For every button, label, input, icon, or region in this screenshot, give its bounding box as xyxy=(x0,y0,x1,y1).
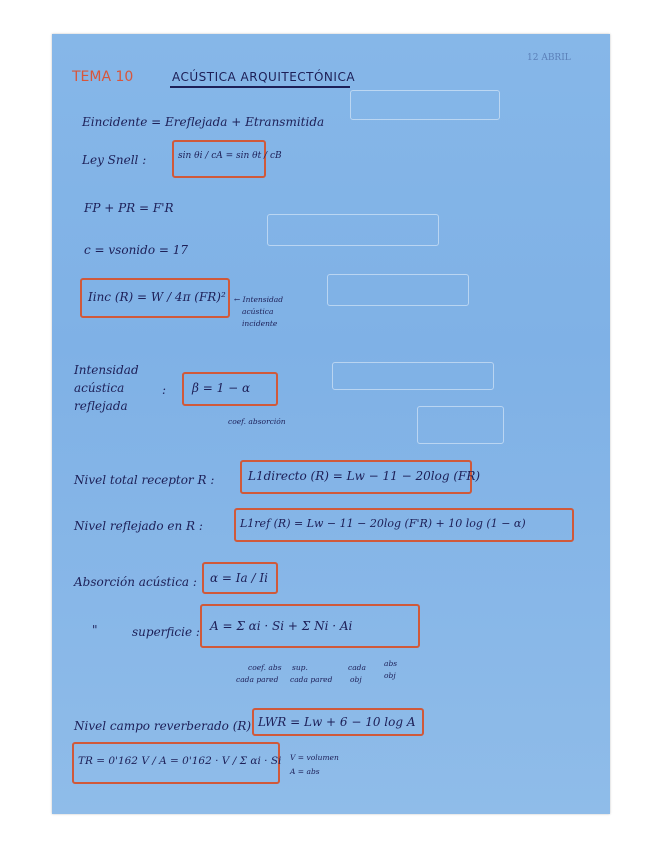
surface-note-8: obj xyxy=(384,671,396,680)
corner-date: 12 ABRIL xyxy=(527,53,571,63)
intensity-note-1: ← Intensidad xyxy=(234,295,284,304)
surface-note-7: abs xyxy=(384,659,398,668)
surface-note-3: sup. xyxy=(292,663,308,672)
tema-heading: TEMA 10 xyxy=(72,69,134,85)
surface-note-5: cada xyxy=(348,663,366,672)
tr-formula: TR = 0'162 V / A = 0'162 · V / Σ αi · Si xyxy=(78,755,282,767)
snell-label: Ley Snell : xyxy=(82,153,147,167)
surface-note-4: cada pared xyxy=(290,675,333,684)
level-reflected-formula: L1ref (R) = Lw − 11 − 20log (F'R) + 10 log (1 − α) xyxy=(240,517,526,530)
surface-formula: A = Σ αi · Si + Σ Ni · Ai xyxy=(210,619,353,633)
surface-note-6: obj xyxy=(350,675,362,684)
beta-formula: β = 1 − α xyxy=(192,381,251,395)
reverb-formula: LWR = Lw + 6 − 10 log A xyxy=(258,715,416,729)
ditto-mark: " xyxy=(92,623,98,637)
vector-equation: FP + PR = F'R xyxy=(84,201,174,215)
coef-note: coef. absorción xyxy=(228,417,286,426)
snell-formula: sin θi / cA = sin θt / cB xyxy=(178,151,282,161)
absorption-formula: α = Ia / Ii xyxy=(210,571,268,585)
level-total-formula: L1directo (R) = Lw − 11 − 20log (FR) xyxy=(248,469,481,483)
page-title: ACÚSTICA ARQUITECTÓNICA xyxy=(172,70,356,84)
intensity-note-3: incidente xyxy=(242,319,278,328)
notebook-page xyxy=(52,34,610,814)
level-reflected-label: Nivel reflejado en R : xyxy=(74,519,203,533)
surface-label: superficie : xyxy=(132,625,200,639)
show-through-box xyxy=(350,90,500,120)
surface-note-2: cada pared xyxy=(236,675,279,684)
reflected-label-2: acústica xyxy=(74,381,125,395)
sound-speed-equation: c = vsonido = 17 xyxy=(84,243,188,257)
show-through-box xyxy=(267,214,439,246)
tr-note-2: A = abs xyxy=(290,767,320,776)
tr-note-1: V = volumen xyxy=(290,753,339,762)
absorption-label: Absorción acústica : xyxy=(74,575,197,589)
level-total-label: Nivel total receptor R : xyxy=(74,473,215,487)
colon: : xyxy=(162,383,167,397)
reflected-label-1: Intensidad xyxy=(74,363,139,377)
title-underline xyxy=(170,86,350,88)
reverb-label: Nivel campo reverberado (R) xyxy=(74,719,252,733)
surface-note-1: coef. abs xyxy=(248,663,282,672)
reflected-label-3: reflejada xyxy=(74,399,128,413)
intensity-note-2: acústica xyxy=(242,307,274,316)
show-through-box xyxy=(327,274,469,306)
energy-equation: Eincidente = Ereflejada + Etransmitida xyxy=(82,115,325,129)
show-through-box xyxy=(417,406,504,444)
intensity-formula: Iinc (R) = W / 4π (FR)² xyxy=(88,290,226,304)
show-through-box xyxy=(332,362,494,390)
